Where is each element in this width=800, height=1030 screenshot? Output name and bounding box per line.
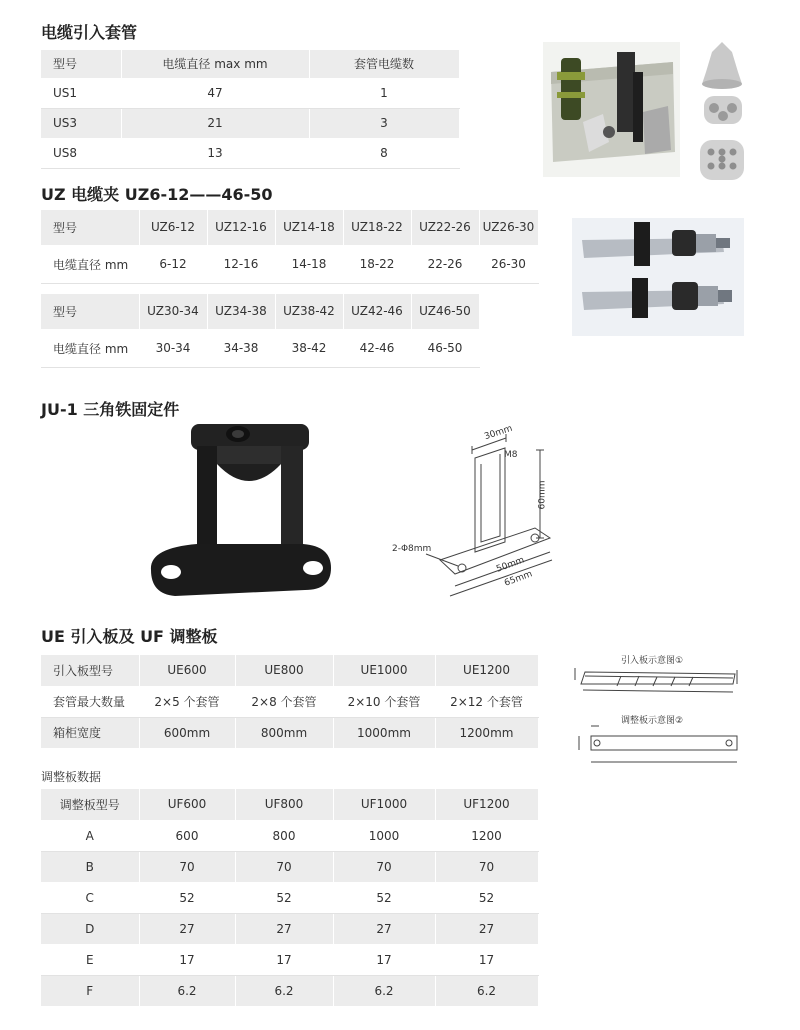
table-cell: 27 [333, 913, 435, 944]
table-row [41, 717, 538, 748]
grommet-photo [692, 42, 752, 184]
table-row [41, 78, 459, 108]
ue-uf-title: UE 引入板及 UF 调整板 [41, 627, 218, 646]
header-cell: 调整板型号 [41, 789, 139, 820]
uz-clamp-title: UZ 电缆夹 UZ6-12——46-50 [41, 185, 273, 204]
table-row [41, 329, 479, 367]
table-cell: 2×5 个套管 [139, 686, 235, 717]
table-cell: 1 [309, 78, 459, 108]
table-cell: 52 [235, 882, 333, 913]
uz-clamp-table-2 [41, 294, 480, 368]
gland-assembly-photo [543, 42, 680, 177]
table-cell: 3 [309, 108, 459, 138]
table-cell: E [41, 944, 139, 975]
table-cell: 13 [121, 138, 309, 168]
table-cell: US1 [41, 78, 121, 108]
table-cell: 70 [435, 851, 538, 882]
table-cell: 1200mm [435, 717, 538, 748]
table-cell: 8 [309, 138, 459, 168]
header-cell: UZ14-18 [275, 210, 343, 245]
uf-table-caption: 调整板数据 [41, 770, 102, 784]
uz-clamp-photo [572, 218, 744, 336]
table-row [41, 820, 538, 851]
table-cell: 6.2 [435, 975, 538, 1006]
ju1-dimension-drawing [380, 420, 560, 610]
table-cell: 800mm [235, 717, 333, 748]
header-cell: 型号 [41, 50, 121, 78]
table-cell: 600mm [139, 717, 235, 748]
table-cell: 70 [333, 851, 435, 882]
header-cell: UE800 [235, 655, 333, 686]
table-cell: 600 [139, 820, 235, 851]
table-cell: 52 [139, 882, 235, 913]
table-cell: 电缆直径 mm [41, 245, 139, 283]
table-cell: 12-16 [207, 245, 275, 283]
header-cell: UE1000 [333, 655, 435, 686]
table-cell: 26-30 [479, 245, 538, 283]
diagram-label: 引入板示意图① [621, 656, 684, 666]
table-cell: 6.2 [139, 975, 235, 1006]
header-cell: UZ30-34 [139, 294, 207, 329]
table-cell: 42-46 [343, 329, 411, 367]
header-cell: UE600 [139, 655, 235, 686]
table-cell: 70 [235, 851, 333, 882]
entry-plate-diagram [565, 650, 745, 700]
table-cell: 17 [333, 944, 435, 975]
header-cell: UF1200 [435, 789, 538, 820]
dimension-label: 2-Φ8mm [392, 544, 432, 554]
table-cell: 38-42 [275, 329, 343, 367]
header-cell: UZ6-12 [139, 210, 207, 245]
table-cell: 1200 [435, 820, 538, 851]
table-header-row [41, 789, 538, 820]
uf-table [41, 789, 539, 1007]
dimension-label: 60mm [537, 480, 548, 510]
table-cell: 30-34 [139, 329, 207, 367]
table-cell: US3 [41, 108, 121, 138]
table-row [41, 108, 459, 138]
header-cell: 电缆直径 max mm [121, 50, 309, 78]
table-cell: 6-12 [139, 245, 207, 283]
table-header-row [41, 50, 459, 78]
table-row [41, 138, 459, 168]
table-cell: F [41, 975, 139, 1006]
header-cell: 型号 [41, 294, 139, 329]
table-cell: US8 [41, 138, 121, 168]
table-row [41, 882, 538, 913]
table-cell: A [41, 820, 139, 851]
table-cell: 2×10 个套管 [333, 686, 435, 717]
table-cell: 套管最大数量 [41, 686, 139, 717]
header-cell: UZ18-22 [343, 210, 411, 245]
table-cell: B [41, 851, 139, 882]
header-cell: UF800 [235, 789, 333, 820]
header-cell: UZ12-16 [207, 210, 275, 245]
uz-clamp-table-1 [41, 210, 539, 284]
header-cell: UE1200 [435, 655, 538, 686]
adjusting-plate-diagram [565, 710, 745, 770]
table-cell: 27 [435, 913, 538, 944]
table-cell: 34-38 [207, 329, 275, 367]
dimension-label: 50mm [495, 555, 526, 575]
header-cell: 引入板型号 [41, 655, 139, 686]
header-cell: UZ34-38 [207, 294, 275, 329]
table-cell: 箱柜宽度 [41, 717, 139, 748]
table-header-row [41, 655, 538, 686]
table-cell: 2×8 个套管 [235, 686, 333, 717]
ju1-title: JU-1 三角铁固定件 [41, 400, 180, 419]
table-cell: 21 [121, 108, 309, 138]
diagram-label: 调整板示意图② [621, 716, 684, 726]
table-cell: 6.2 [333, 975, 435, 1006]
table-header-row [41, 210, 538, 245]
table-cell: 800 [235, 820, 333, 851]
header-cell: 套管电缆数 [309, 50, 459, 78]
table-cell: 46-50 [411, 329, 479, 367]
header-cell: UZ26-30 [479, 210, 538, 245]
header-cell: UZ38-42 [275, 294, 343, 329]
header-cell: UF600 [139, 789, 235, 820]
table-row [41, 913, 538, 944]
header-cell: 型号 [41, 210, 139, 245]
table-cell: 17 [235, 944, 333, 975]
table-cell: 17 [139, 944, 235, 975]
table-cell: 6.2 [235, 975, 333, 1006]
ue-table [41, 655, 539, 749]
table-cell: 14-18 [275, 245, 343, 283]
table-header-row [41, 294, 479, 329]
table-row [41, 245, 538, 283]
table-cell: 22-26 [411, 245, 479, 283]
table-cell: 27 [235, 913, 333, 944]
header-cell: UF1000 [333, 789, 435, 820]
table-cell: 70 [139, 851, 235, 882]
cable-gland-title: 电缆引入套管 [41, 23, 138, 42]
table-cell: 18-22 [343, 245, 411, 283]
table-cell: 2×12 个套管 [435, 686, 538, 717]
table-cell: 1000mm [333, 717, 435, 748]
header-cell: UZ22-26 [411, 210, 479, 245]
ju1-bracket-photo [145, 420, 335, 600]
table-row [41, 851, 538, 882]
dimension-label: 65mm [503, 569, 534, 589]
header-cell: UZ46-50 [411, 294, 479, 329]
table-cell: 47 [121, 78, 309, 108]
table-cell: 27 [139, 913, 235, 944]
header-cell: UZ42-46 [343, 294, 411, 329]
table-cell: 52 [333, 882, 435, 913]
dimension-label: 30mm [483, 423, 514, 443]
table-cell: 17 [435, 944, 538, 975]
table-row [41, 686, 538, 717]
cable-gland-table [41, 50, 460, 169]
table-row [41, 975, 538, 1006]
table-cell: C [41, 882, 139, 913]
table-cell: 1000 [333, 820, 435, 851]
dimension-label: M8 [504, 450, 518, 460]
table-cell: 52 [435, 882, 538, 913]
table-cell: D [41, 913, 139, 944]
table-cell: 电缆直径 mm [41, 329, 139, 367]
table-row [41, 944, 538, 975]
